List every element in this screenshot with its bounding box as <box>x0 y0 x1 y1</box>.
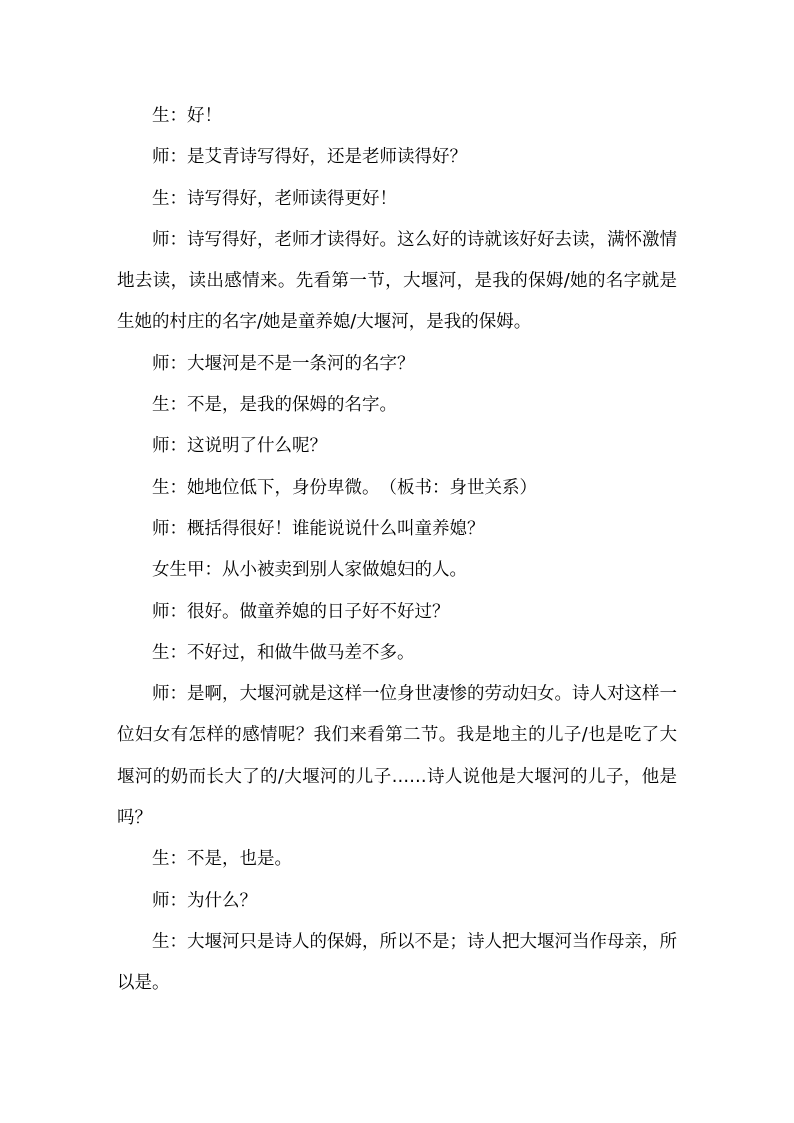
dialogue-line: 师：为什么？ <box>152 890 257 911</box>
dialogue-line: 师：很好。做童养媳的日子好不好过？ <box>152 601 450 622</box>
dialogue-line: 生：她地位低下，身份卑微。 （板书：身世关系） <box>152 477 537 498</box>
dialogue-line: 生：不是，是我的保姆的名字。 <box>152 395 397 416</box>
dialogue-line: 师：概括得很好！谁能说说什么叫童养媳？ <box>152 518 485 539</box>
dialogue-line: 生：不是，也是。 <box>152 849 292 870</box>
lesson-transcript <box>117 96 677 1005</box>
dialogue-line: 生：诗写得好，老师读得更好！ <box>152 188 397 209</box>
dialogue-paragraph: 师：诗写得好，老师才读得好。这么好的诗就该好好去读，满怀激情地去读，读出感情来。先看第一节，大堰河，是我的保姆/她的名字就是生她的村庄的名字/她是童养媳/大堰河，是我的保姆。 <box>117 229 677 333</box>
dialogue-line: 女生甲：从小被卖到别人家做媳妇的人。 <box>152 560 467 581</box>
dialogue-line: 师：大堰河是不是一条河的名字？ <box>152 353 415 374</box>
dialogue-line: 生：不好过，和做牛做马差不多。 <box>152 642 415 663</box>
dialogue-line: 生：好！ <box>152 106 222 126</box>
dialogue-paragraph: 师：是啊，大堰河就是这样一位身世凄惨的劳动妇女。诗人对这样一位妇女有怎样的感情呢？我们来看第二节。我是地主的儿子/也是吃了大堰河的奶而长大了的/大堰河的儿子……诗人说他是大堰河的儿子，他是吗？ <box>117 684 677 829</box>
dialogue-line: 师：是艾青诗写得好，还是老师读得好？ <box>152 147 467 168</box>
dialogue-line: 师：这说明了什么呢？ <box>152 436 327 457</box>
dialogue-paragraph: 生：大堰河只是诗人的保姆，所以不是；诗人把大堰河当作母亲，所以是。 <box>117 931 677 994</box>
